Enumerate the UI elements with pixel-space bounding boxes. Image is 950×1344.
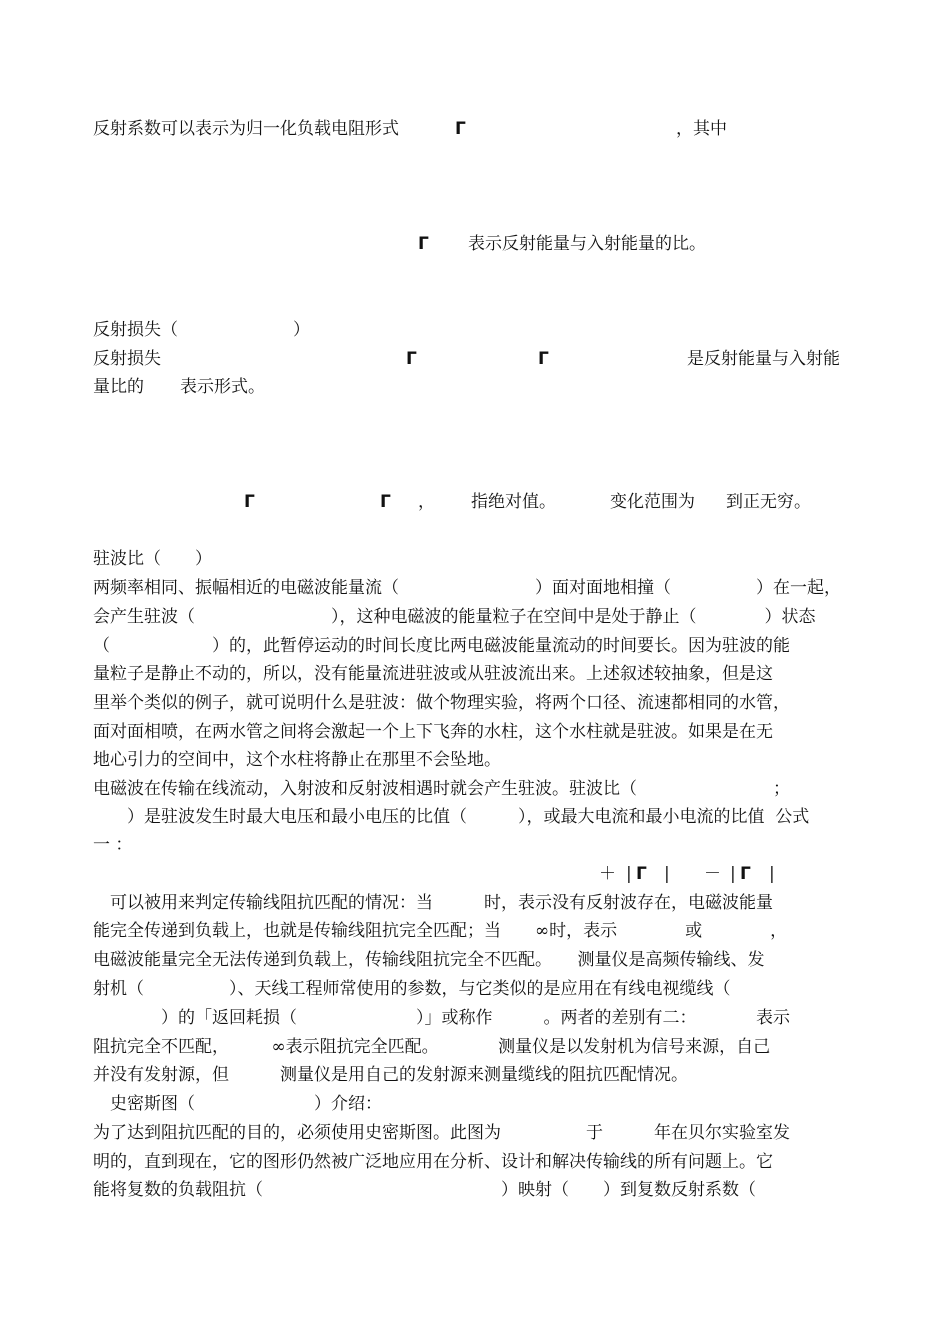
reflection-coefficient-text-tail: ，其中 [676,119,727,139]
return-loss-heading: 反射损失（ [93,320,178,340]
reflection-coefficient-text: 反射系数可以表示为归一化负载电阻形式 [93,119,399,139]
smith-chart-paragraph-line: 明的，直到现在，它的图形仍然被广泛地应用在分析、设计和解决传输线的所有问题上。它 [93,1152,773,1172]
vswr-paragraph-line: （ ）的，此暂停运动的时间长度比两电磁波能量流动的时间要长。因为驻波的能 [93,636,790,656]
return-loss-text: 反射损失 [93,349,161,369]
vswr-paragraph-line: 电磁波在传输在线流动，入射波和反射波相遇时就会产生驻波。驻波比（ ； [93,779,790,799]
vswr-paragraph-line: 一 ： [93,835,133,855]
gamma-symbol: Γ [740,864,751,884]
return-loss-text: 变化范围为 [610,492,695,512]
vswr-paragraph-line: 射机（ ）、天线工程师常使用的参数，与它类似的是应用在有线电视缆线（ [93,979,782,999]
return-loss-text: 指绝对值。 [471,492,556,512]
vswr-paragraph-line: 会产生驻波（ ），这种电磁波的能量粒子在空间中是处于静止（ ）状态 [93,607,816,627]
vswr-paragraph-line: 电磁波能量完全无法传递到负载上，传输线阻抗完全不匹配。 测量仪是高频传输线、发 [93,950,765,970]
vswr-paragraph-line: 面对面相喷，在两水管之间将会激起一个上下飞奔的水柱，这个水柱就是驻波。如果是在无 [93,722,773,742]
gamma-symbol: Γ [406,349,417,369]
formula-bar: | [769,864,775,884]
vswr-paragraph-line: 可以被用来判定传输线阻抗匹配的情况：当 时，表示没有反射波存在，电磁波能量 [93,893,773,913]
return-loss-heading-close: ） [293,320,310,340]
vswr-paragraph-line: 两频率相同、振幅相近的电磁波能量流（ ）面对面地相撞（ ）在一起， [93,578,841,598]
formula-bar: | [664,864,670,884]
gamma-symbol: Γ [538,349,549,369]
gamma-symbol: Γ [636,864,647,884]
smith-chart-paragraph-line: 为了达到阻抗匹配的目的，必须使用史密斯图。此图为 于 年在贝尔实验室发 [93,1123,790,1143]
formula-bar: | [730,864,736,884]
return-loss-text: ， [418,492,435,512]
vswr-paragraph-line: ）的「返回耗损（ ）」或称作 。两者的差别有二： 表示 [93,1008,790,1028]
smith-chart-heading: 史密斯图（ ）介绍： [93,1094,382,1114]
reflection-energy-ratio-text: 表示反射能量与入射能量的比。 [468,234,706,254]
vswr-heading: 驻波比（ ） [93,549,212,569]
vswr-paragraph-line: 并没有发射源，但 测量仪是用自己的发射源来测量缆线的阻抗匹配情况。 [93,1065,688,1085]
gamma-symbol: Γ [418,234,429,254]
vswr-paragraph-line: 阻抗完全不匹配， ∞表示阻抗完全匹配。 测量仪是以发射机为信号来源，自己 [93,1037,771,1057]
smith-chart-paragraph-line: 能将复数的负载阻抗（ ）映射（ ）到复数反射系数（ [93,1180,756,1200]
vswr-paragraph-line: 地心引力的空间中，这个水柱将静止在那里不会坠地。 [93,750,501,770]
vswr-paragraph-line: ）是驻波发生时最大电压和最小电压的比值（ ），或最大电流和最小电流的比值 公式 [93,807,810,827]
gamma-symbol: Γ [380,492,391,512]
gamma-symbol: Γ [455,119,466,139]
return-loss-text: 是反射能量与入射能 [687,349,840,369]
formula-minus: － [704,864,721,884]
return-loss-text: 到正无穷。 [726,492,811,512]
vswr-paragraph-line: 里举个类似的例子，就可说明什么是驻波：做个物理实验，将两个口径、流速都相同的水管， [93,693,790,713]
return-loss-text: 量比的 [93,377,144,397]
vswr-paragraph-line: 量粒子是静止不动的，所以，没有能量流进驻波或从驻波流出来。上述叙述较抽象，但是这 [93,664,773,684]
formula-bar: | [626,864,632,884]
formula-plus: ＋ [599,864,616,884]
return-loss-text: 表示形式。 [180,377,265,397]
vswr-paragraph-line: 能完全传递到负载上，也就是传输线阻抗完全匹配；当 ∞时，表示 或 ， [93,921,788,941]
gamma-symbol: Γ [244,492,255,512]
